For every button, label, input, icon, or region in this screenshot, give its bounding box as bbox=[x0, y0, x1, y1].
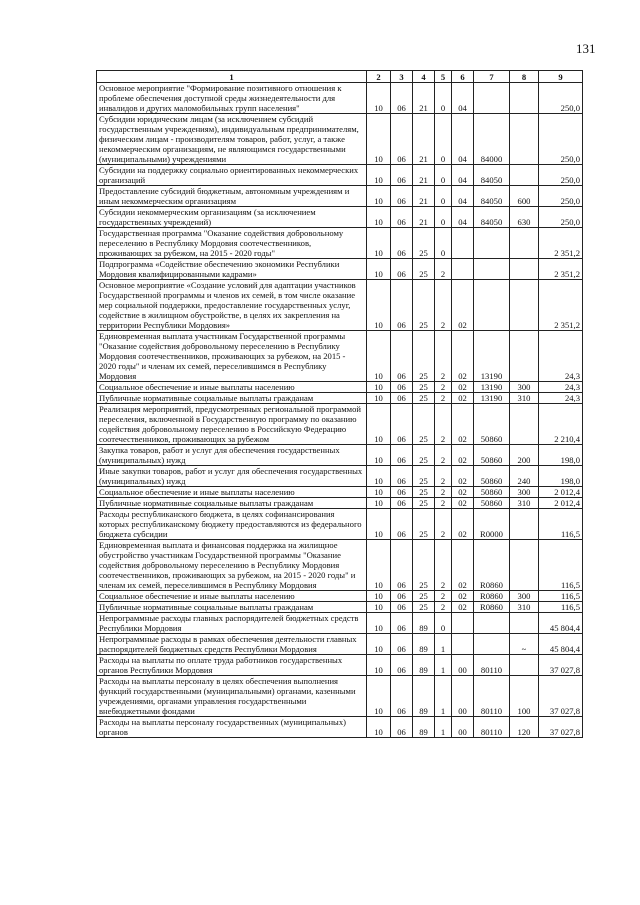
cell-activity: 04 bbox=[452, 83, 474, 114]
cell-section: 10 bbox=[367, 186, 391, 207]
cell-program: 25 bbox=[413, 259, 435, 280]
cell-activity: 04 bbox=[452, 207, 474, 228]
row-name: Предоставление субсидий бюджетным, автономным учреждениям и иным некоммерческим организациям bbox=[97, 186, 367, 207]
cell-direction: 84050 bbox=[474, 186, 510, 207]
cell-amount: 24,3 bbox=[539, 331, 583, 382]
cell-program: 21 bbox=[413, 207, 435, 228]
cell-expense-type bbox=[510, 280, 539, 331]
cell-subsection: 06 bbox=[391, 498, 413, 509]
cell-section: 10 bbox=[367, 602, 391, 613]
cell-amount: 37 027,8 bbox=[539, 676, 583, 717]
cell-expense-type: 310 bbox=[510, 498, 539, 509]
cell-activity: 00 bbox=[452, 717, 474, 738]
cell-amount: 37 027,8 bbox=[539, 717, 583, 738]
cell-subprogram: 2 bbox=[435, 331, 452, 382]
row-name: Расходы на выплаты по оплате труда работников государственных органов Республики Мордовия bbox=[97, 655, 367, 676]
cell-subsection: 06 bbox=[391, 186, 413, 207]
row-name: Социальное обеспечение и иные выплаты населению bbox=[97, 591, 367, 602]
cell-activity: 02 bbox=[452, 331, 474, 382]
cell-direction: 50860 bbox=[474, 404, 510, 445]
cell-activity: 00 bbox=[452, 676, 474, 717]
cell-expense-type bbox=[510, 228, 539, 259]
cell-direction: 50860 bbox=[474, 498, 510, 509]
cell-subsection: 06 bbox=[391, 676, 413, 717]
cell-expense-type: 240 bbox=[510, 466, 539, 487]
table-body bbox=[97, 71, 583, 738]
cell-amount: 116,5 bbox=[539, 602, 583, 613]
cell-subprogram: 0 bbox=[435, 613, 452, 634]
cell-direction: 50860 bbox=[474, 466, 510, 487]
cell-program: 25 bbox=[413, 540, 435, 591]
cell-direction: 80110 bbox=[474, 676, 510, 717]
cell-expense-type: 120 bbox=[510, 717, 539, 738]
cell-subsection: 06 bbox=[391, 613, 413, 634]
cell-program: 25 bbox=[413, 382, 435, 393]
cell-expense-type bbox=[510, 613, 539, 634]
cell-subsection: 06 bbox=[391, 509, 413, 540]
cell-subprogram: 0 bbox=[435, 165, 452, 186]
cell-activity: 02 bbox=[452, 445, 474, 466]
cell-direction: 84000 bbox=[474, 114, 510, 165]
cell-amount: 2 351,2 bbox=[539, 280, 583, 331]
cell-subsection: 06 bbox=[391, 634, 413, 655]
row-name: Реализация мероприятий, предусмотренных региональной программой переселения, включенной в Государственную программу по оказанию содействия добровольному переселению в Российскую Федерацию соотечественников, проживающих за рубежом bbox=[97, 404, 367, 445]
cell-direction bbox=[474, 228, 510, 259]
cell-expense-type bbox=[510, 655, 539, 676]
cell-amount: 250,0 bbox=[539, 165, 583, 186]
row-name: Субсидии некоммерческим организациям (за исключением государственных учреждений) bbox=[97, 207, 367, 228]
cell-subprogram: 2 bbox=[435, 393, 452, 404]
cell-subprogram: 0 bbox=[435, 114, 452, 165]
cell-subsection: 06 bbox=[391, 280, 413, 331]
cell-amount: 2 351,2 bbox=[539, 259, 583, 280]
table-row bbox=[97, 228, 583, 259]
header-cell: 6 bbox=[452, 71, 474, 83]
cell-subsection: 06 bbox=[391, 602, 413, 613]
cell-subprogram: 1 bbox=[435, 676, 452, 717]
cell-section: 10 bbox=[367, 165, 391, 186]
cell-amount: 2 351,2 bbox=[539, 228, 583, 259]
cell-direction: 80110 bbox=[474, 717, 510, 738]
cell-activity: 04 bbox=[452, 186, 474, 207]
cell-subsection: 06 bbox=[391, 207, 413, 228]
cell-program: 21 bbox=[413, 114, 435, 165]
cell-program: 89 bbox=[413, 717, 435, 738]
cell-section: 10 bbox=[367, 509, 391, 540]
cell-subprogram: 1 bbox=[435, 717, 452, 738]
cell-expense-type: 310 bbox=[510, 602, 539, 613]
table-row bbox=[97, 655, 583, 676]
cell-activity: 00 bbox=[452, 655, 474, 676]
cell-program: 25 bbox=[413, 498, 435, 509]
header-cell: 3 bbox=[391, 71, 413, 83]
header-cell: 8 bbox=[510, 71, 539, 83]
cell-expense-type bbox=[510, 165, 539, 186]
cell-section: 10 bbox=[367, 676, 391, 717]
cell-section: 10 bbox=[367, 445, 391, 466]
page-number: 131 bbox=[576, 41, 596, 56]
cell-subsection: 06 bbox=[391, 487, 413, 498]
cell-section: 10 bbox=[367, 83, 391, 114]
cell-program: 21 bbox=[413, 186, 435, 207]
cell-expense-type bbox=[510, 114, 539, 165]
cell-direction bbox=[474, 613, 510, 634]
cell-section: 10 bbox=[367, 382, 391, 393]
cell-section: 10 bbox=[367, 228, 391, 259]
cell-expense-type bbox=[510, 259, 539, 280]
cell-amount: 250,0 bbox=[539, 186, 583, 207]
table-row bbox=[97, 393, 583, 404]
cell-direction: R0860 bbox=[474, 602, 510, 613]
cell-subsection: 06 bbox=[391, 165, 413, 186]
row-name: Иные закупки товаров, работ и услуг для обеспечения государственных (муниципальных) нужд bbox=[97, 466, 367, 487]
cell-amount: 198,0 bbox=[539, 466, 583, 487]
table-row bbox=[97, 165, 583, 186]
cell-activity: 02 bbox=[452, 466, 474, 487]
cell-subprogram: 0 bbox=[435, 186, 452, 207]
cell-activity: 02 bbox=[452, 498, 474, 509]
row-name: Публичные нормативные социальные выплаты гражданам bbox=[97, 602, 367, 613]
cell-subprogram: 2 bbox=[435, 382, 452, 393]
table-row bbox=[97, 259, 583, 280]
cell-activity: 02 bbox=[452, 540, 474, 591]
cell-section: 10 bbox=[367, 114, 391, 165]
cell-amount: 2 012,4 bbox=[539, 487, 583, 498]
row-name: Подпрограмма «Содействие обеспечению экономики Республики Мордовия квалифицированными кадрами» bbox=[97, 259, 367, 280]
cell-section: 10 bbox=[367, 717, 391, 738]
cell-subprogram: 2 bbox=[435, 445, 452, 466]
cell-amount: 45 804,4 bbox=[539, 613, 583, 634]
cell-direction: 50860 bbox=[474, 445, 510, 466]
table-row bbox=[97, 83, 583, 114]
cell-subsection: 06 bbox=[391, 83, 413, 114]
cell-subsection: 06 bbox=[391, 466, 413, 487]
cell-program: 25 bbox=[413, 466, 435, 487]
table-row bbox=[97, 591, 583, 602]
row-name: Единовременная выплата участникам Государственной программы "Оказание содействия добровольному переселению в Республику Мордовия соотечественников, проживающих за рубежом, на 2015 - 2020 годы" и членам их семей, переселившимся в Республику Мордовия bbox=[97, 331, 367, 382]
cell-activity: 02 bbox=[452, 404, 474, 445]
table-row bbox=[97, 404, 583, 445]
cell-activity: 02 bbox=[452, 591, 474, 602]
cell-section: 10 bbox=[367, 393, 391, 404]
row-name: Публичные нормативные социальные выплаты гражданам bbox=[97, 498, 367, 509]
cell-amount: 2 012,4 bbox=[539, 498, 583, 509]
cell-subprogram: 2 bbox=[435, 404, 452, 445]
cell-direction: R0000 bbox=[474, 509, 510, 540]
cell-direction: R0860 bbox=[474, 591, 510, 602]
cell-direction bbox=[474, 634, 510, 655]
cell-expense-type: 200 bbox=[510, 445, 539, 466]
cell-subprogram: 2 bbox=[435, 509, 452, 540]
cell-section: 10 bbox=[367, 280, 391, 331]
cell-section: 10 bbox=[367, 540, 391, 591]
cell-expense-type: 630 bbox=[510, 207, 539, 228]
cell-section: 10 bbox=[367, 331, 391, 382]
cell-activity: 02 bbox=[452, 487, 474, 498]
header-cell: 4 bbox=[413, 71, 435, 83]
row-name: Единовременная выплата и финансовая поддержка на жилищное обустройство участникам Государственной программы "Оказание содействия добровольному переселению в Республику Мордовия соотечественников, проживающих за рубежом, на 2015 - 2020 годы" и членам их семей, переселившимся в Республику Мордовия bbox=[97, 540, 367, 591]
cell-expense-type bbox=[510, 404, 539, 445]
cell-section: 10 bbox=[367, 207, 391, 228]
cell-direction: 80110 bbox=[474, 655, 510, 676]
cell-program: 89 bbox=[413, 634, 435, 655]
cell-section: 10 bbox=[367, 655, 391, 676]
cell-subsection: 06 bbox=[391, 228, 413, 259]
cell-subprogram: 2 bbox=[435, 280, 452, 331]
cell-activity bbox=[452, 613, 474, 634]
table-row bbox=[97, 207, 583, 228]
cell-program: 25 bbox=[413, 445, 435, 466]
cell-program: 25 bbox=[413, 404, 435, 445]
cell-subsection: 06 bbox=[391, 717, 413, 738]
cell-section: 10 bbox=[367, 404, 391, 445]
cell-direction: 13190 bbox=[474, 331, 510, 382]
cell-expense-type: 310 bbox=[510, 393, 539, 404]
table-row bbox=[97, 466, 583, 487]
cell-program: 21 bbox=[413, 83, 435, 114]
cell-amount: 198,0 bbox=[539, 445, 583, 466]
row-name: Закупка товаров, работ и услуг для обеспечения государственных (муниципальных) нужд bbox=[97, 445, 367, 466]
cell-expense-type: 300 bbox=[510, 382, 539, 393]
cell-subsection: 06 bbox=[391, 259, 413, 280]
cell-activity: 02 bbox=[452, 280, 474, 331]
cell-subprogram: 2 bbox=[435, 466, 452, 487]
row-name: Социальное обеспечение и иные выплаты населению bbox=[97, 382, 367, 393]
row-name: Основное мероприятие «Создание условий для адаптации участников Государственной программы и членов их семей, в том числе оказание мер социальной поддержки, предоставление государственных услуг, содействие в жилищном обустройстве, в целях их закрепления на территории Республики Мордовия» bbox=[97, 280, 367, 331]
cell-program: 21 bbox=[413, 165, 435, 186]
row-name: Непрограммные расходы главных распорядителей бюджетных средств Республики Мордовия bbox=[97, 613, 367, 634]
cell-amount: 37 027,8 bbox=[539, 655, 583, 676]
cell-subprogram: 1 bbox=[435, 634, 452, 655]
header-cell: 1 bbox=[97, 71, 367, 83]
cell-amount: 250,0 bbox=[539, 207, 583, 228]
cell-amount: 24,3 bbox=[539, 382, 583, 393]
cell-program: 25 bbox=[413, 331, 435, 382]
cell-expense-type: 100 bbox=[510, 676, 539, 717]
cell-expense-type bbox=[510, 83, 539, 114]
table-row bbox=[97, 717, 583, 738]
cell-amount: 116,5 bbox=[539, 540, 583, 591]
cell-amount: 116,5 bbox=[539, 591, 583, 602]
cell-subprogram: 1 bbox=[435, 655, 452, 676]
cell-subprogram: 2 bbox=[435, 591, 452, 602]
cell-activity bbox=[452, 228, 474, 259]
row-name: Основное мероприятие "Формирование позитивного отношения к проблеме обеспечения доступной среды жизнедеятельности для инвалидов и других маломобильных групп населения" bbox=[97, 83, 367, 114]
table-row bbox=[97, 186, 583, 207]
cell-direction: R0860 bbox=[474, 540, 510, 591]
cell-activity: 02 bbox=[452, 382, 474, 393]
cell-program: 25 bbox=[413, 509, 435, 540]
cell-section: 10 bbox=[367, 259, 391, 280]
cell-subsection: 06 bbox=[391, 445, 413, 466]
cell-expense-type: ~ bbox=[510, 634, 539, 655]
cell-expense-type bbox=[510, 509, 539, 540]
cell-activity: 02 bbox=[452, 393, 474, 404]
budget-table bbox=[96, 70, 583, 738]
cell-subprogram: 2 bbox=[435, 498, 452, 509]
cell-direction bbox=[474, 83, 510, 114]
cell-direction: 13190 bbox=[474, 393, 510, 404]
cell-subprogram: 2 bbox=[435, 487, 452, 498]
cell-direction: 84050 bbox=[474, 165, 510, 186]
cell-amount: 45 804,4 bbox=[539, 634, 583, 655]
table-row bbox=[97, 114, 583, 165]
table-row bbox=[97, 382, 583, 393]
cell-activity: 02 bbox=[452, 509, 474, 540]
table-row bbox=[97, 487, 583, 498]
row-name: Государственная программа "Оказание содействия добровольному переселению в Республику Мордовия соотечественников, проживающих за рубежом, на 2015 - 2020 годы" bbox=[97, 228, 367, 259]
cell-direction bbox=[474, 280, 510, 331]
cell-program: 25 bbox=[413, 602, 435, 613]
table-header-row bbox=[97, 71, 583, 83]
cell-subprogram: 0 bbox=[435, 207, 452, 228]
cell-subprogram: 0 bbox=[435, 83, 452, 114]
cell-program: 25 bbox=[413, 280, 435, 331]
header-cell: 2 bbox=[367, 71, 391, 83]
header-cell: 9 bbox=[539, 71, 583, 83]
cell-section: 10 bbox=[367, 591, 391, 602]
cell-direction: 13190 bbox=[474, 382, 510, 393]
cell-activity: 04 bbox=[452, 114, 474, 165]
cell-expense-type: 600 bbox=[510, 186, 539, 207]
cell-section: 10 bbox=[367, 613, 391, 634]
cell-amount: 116,5 bbox=[539, 509, 583, 540]
header-cell: 7 bbox=[474, 71, 510, 83]
cell-direction: 50860 bbox=[474, 487, 510, 498]
cell-subsection: 06 bbox=[391, 331, 413, 382]
cell-subsection: 06 bbox=[391, 382, 413, 393]
cell-direction: 84050 bbox=[474, 207, 510, 228]
cell-amount: 250,0 bbox=[539, 83, 583, 114]
cell-subprogram: 2 bbox=[435, 540, 452, 591]
cell-section: 10 bbox=[367, 498, 391, 509]
cell-program: 89 bbox=[413, 655, 435, 676]
table-row bbox=[97, 676, 583, 717]
cell-subsection: 06 bbox=[391, 393, 413, 404]
cell-activity bbox=[452, 634, 474, 655]
cell-program: 25 bbox=[413, 591, 435, 602]
cell-section: 10 bbox=[367, 634, 391, 655]
table-row bbox=[97, 540, 583, 591]
cell-program: 89 bbox=[413, 613, 435, 634]
cell-activity: 04 bbox=[452, 165, 474, 186]
table-row bbox=[97, 280, 583, 331]
row-name: Расходы на выплаты персоналу в целях обеспечения выполнения функций государственными (муниципальными) органами, казенными учреждениями, органами управления государственными внебюджетными фондами bbox=[97, 676, 367, 717]
row-name: Расходы на выплаты персоналу государственных (муниципальных) органов bbox=[97, 717, 367, 738]
row-name: Непрограммные расходы в рамках обеспечения деятельности главных распорядителей бюджетных средств Республики Мордовия bbox=[97, 634, 367, 655]
row-name: Социальное обеспечение и иные выплаты населению bbox=[97, 487, 367, 498]
cell-expense-type bbox=[510, 540, 539, 591]
cell-subprogram: 2 bbox=[435, 602, 452, 613]
cell-amount: 2 210,4 bbox=[539, 404, 583, 445]
cell-amount: 250,0 bbox=[539, 114, 583, 165]
cell-direction bbox=[474, 259, 510, 280]
cell-program: 25 bbox=[413, 393, 435, 404]
cell-program: 25 bbox=[413, 228, 435, 259]
cell-program: 25 bbox=[413, 487, 435, 498]
cell-activity bbox=[452, 259, 474, 280]
cell-subprogram: 0 bbox=[435, 228, 452, 259]
cell-activity: 02 bbox=[452, 602, 474, 613]
table-row bbox=[97, 445, 583, 466]
table-row bbox=[97, 613, 583, 634]
table-row bbox=[97, 498, 583, 509]
cell-subsection: 06 bbox=[391, 114, 413, 165]
cell-section: 10 bbox=[367, 466, 391, 487]
cell-section: 10 bbox=[367, 487, 391, 498]
cell-expense-type: 300 bbox=[510, 487, 539, 498]
table-row bbox=[97, 509, 583, 540]
cell-subsection: 06 bbox=[391, 404, 413, 445]
cell-subsection: 06 bbox=[391, 655, 413, 676]
cell-subsection: 06 bbox=[391, 540, 413, 591]
table-row bbox=[97, 602, 583, 613]
header-cell: 5 bbox=[435, 71, 452, 83]
cell-amount: 24,3 bbox=[539, 393, 583, 404]
row-name: Субсидии юридическим лицам (за исключением субсидий государственным учреждениям), индивидуальным предпринимателям, физическим лицам - производителям товаров, работ, услуг, а также некоммерческим организациям, не являющимся государственными (муниципальными) учреждениями bbox=[97, 114, 367, 165]
row-name: Публичные нормативные социальные выплаты гражданам bbox=[97, 393, 367, 404]
cell-subprogram: 2 bbox=[435, 259, 452, 280]
row-name: Расходы республиканского бюджета, в целях софинансирования которых республиканскому бюджету предоставляются из федерального бюджета субсидии bbox=[97, 509, 367, 540]
table-row bbox=[97, 331, 583, 382]
table-row bbox=[97, 634, 583, 655]
row-name: Субсидии на поддержку социально ориентированных некоммерческих организаций bbox=[97, 165, 367, 186]
cell-expense-type: 300 bbox=[510, 591, 539, 602]
cell-program: 89 bbox=[413, 676, 435, 717]
cell-subsection: 06 bbox=[391, 591, 413, 602]
cell-expense-type bbox=[510, 331, 539, 382]
